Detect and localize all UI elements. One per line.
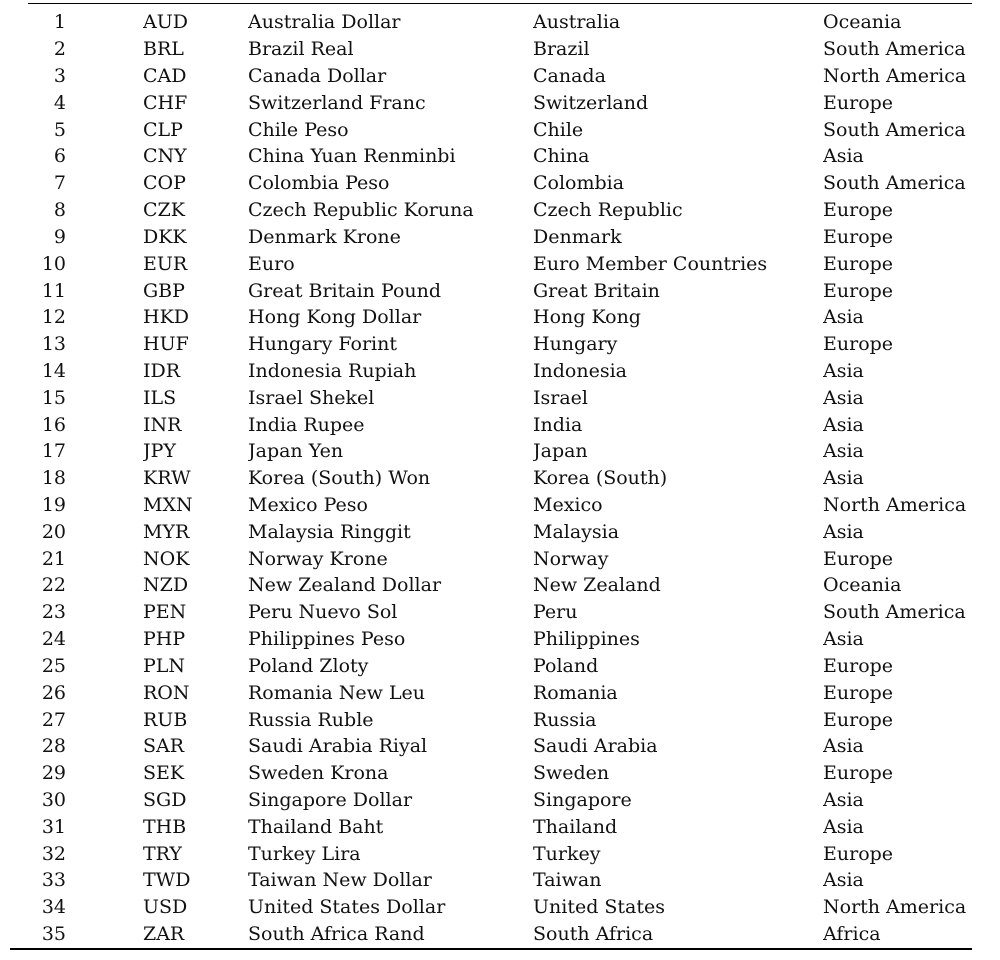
country-name: Peru bbox=[533, 601, 578, 624]
currency-code: AUD bbox=[143, 11, 188, 34]
column-gap bbox=[66, 921, 143, 948]
currency-name: Euro bbox=[248, 252, 295, 275]
currency-code: DKK bbox=[143, 225, 187, 248]
column-gap bbox=[66, 277, 143, 304]
table-row bbox=[0, 921, 1000, 948]
region-name: Asia bbox=[823, 520, 864, 543]
currency-name: New Zealand Dollar bbox=[248, 574, 442, 597]
currency-code: GBP bbox=[143, 279, 185, 302]
region-name: Europe bbox=[823, 547, 894, 570]
row-index: 11 bbox=[41, 279, 66, 302]
table-row bbox=[0, 384, 1000, 411]
column-gap bbox=[66, 143, 143, 170]
currency-code: MXN bbox=[143, 494, 193, 517]
currency-code: EUR bbox=[143, 252, 188, 275]
column-gap bbox=[66, 626, 143, 653]
region-name: Asia bbox=[823, 735, 864, 758]
table-row bbox=[0, 760, 1000, 787]
country-name: Korea (South) bbox=[533, 467, 668, 490]
country-name: Chile bbox=[533, 118, 584, 141]
column-gap bbox=[66, 787, 143, 814]
column-gap bbox=[66, 36, 143, 63]
country-name: New Zealand bbox=[533, 574, 661, 597]
country-name: China bbox=[533, 145, 590, 168]
table-row bbox=[0, 36, 1000, 63]
currency-name: Mexico Peso bbox=[248, 494, 368, 517]
currency-name: Israel Shekel bbox=[248, 386, 375, 409]
column-gap bbox=[66, 706, 143, 733]
column-gap bbox=[66, 358, 143, 385]
currency-name: Brazil Real bbox=[248, 38, 354, 61]
region-name: South America bbox=[823, 118, 966, 141]
country-name: Malaysia bbox=[533, 520, 620, 543]
currency-code: TRY bbox=[143, 842, 182, 865]
table-row bbox=[0, 170, 1000, 197]
currency-code: COP bbox=[143, 172, 186, 195]
row-index: 2 bbox=[53, 38, 66, 61]
currency-code: PHP bbox=[143, 628, 186, 651]
currency-code: IDR bbox=[143, 359, 181, 382]
column-gap bbox=[66, 492, 143, 519]
row-index: 34 bbox=[41, 896, 66, 919]
column-gap bbox=[66, 894, 143, 921]
row-index: 20 bbox=[41, 520, 66, 543]
row-index: 10 bbox=[41, 252, 66, 275]
table-row bbox=[0, 116, 1000, 143]
country-name: Czech Republic bbox=[533, 199, 683, 222]
region-name: Asia bbox=[823, 467, 864, 490]
region-name: Europe bbox=[823, 654, 894, 677]
currency-name: Great Britain Pound bbox=[248, 279, 442, 302]
currency-name: Switzerland Franc bbox=[248, 91, 426, 114]
currency-name: Hungary Forint bbox=[248, 333, 398, 356]
row-index: 22 bbox=[41, 574, 66, 597]
currency-code: CHF bbox=[143, 91, 188, 114]
table-row bbox=[0, 331, 1000, 358]
country-name: Australia bbox=[533, 11, 621, 34]
table-row bbox=[0, 358, 1000, 385]
currency-name: Saudi Arabia Riyal bbox=[248, 735, 428, 758]
row-index: 6 bbox=[53, 145, 66, 168]
column-gap bbox=[66, 384, 143, 411]
country-name: South Africa bbox=[533, 923, 654, 946]
region-name: Europe bbox=[823, 199, 894, 222]
region-name: Europe bbox=[823, 842, 894, 865]
currency-code: TWD bbox=[143, 869, 191, 892]
table-row bbox=[0, 626, 1000, 653]
row-index: 25 bbox=[41, 654, 66, 677]
table-row bbox=[0, 599, 1000, 626]
table-row bbox=[0, 277, 1000, 304]
currency-code: BRL bbox=[143, 38, 184, 61]
row-index: 33 bbox=[41, 869, 66, 892]
region-name: North America bbox=[823, 65, 967, 88]
currency-code: KRW bbox=[143, 467, 191, 490]
region-name: Oceania bbox=[823, 574, 902, 597]
region-name: Asia bbox=[823, 815, 864, 838]
country-name: Poland bbox=[533, 654, 599, 677]
region-name: Asia bbox=[823, 413, 864, 436]
country-name: Saudi Arabia bbox=[533, 735, 658, 758]
column-gap bbox=[66, 250, 143, 277]
currency-code: INR bbox=[143, 413, 182, 436]
region-name: Asia bbox=[823, 386, 864, 409]
column-gap bbox=[66, 9, 143, 36]
currency-name: Denmark Krone bbox=[248, 225, 401, 248]
currency-name: South Africa Rand bbox=[248, 923, 425, 946]
country-name: Brazil bbox=[533, 38, 590, 61]
column-gap bbox=[66, 331, 143, 358]
table-row bbox=[0, 787, 1000, 814]
country-name: Russia bbox=[533, 708, 597, 731]
region-name: Europe bbox=[823, 279, 894, 302]
row-index: 8 bbox=[53, 199, 66, 222]
column-gap bbox=[66, 572, 143, 599]
currency-code: PLN bbox=[143, 654, 186, 677]
country-name: Denmark bbox=[533, 225, 622, 248]
row-index: 12 bbox=[41, 306, 66, 329]
region-name: South America bbox=[823, 601, 966, 624]
country-name: Hong Kong bbox=[533, 306, 641, 329]
row-index: 21 bbox=[41, 547, 66, 570]
currency-code: SGD bbox=[143, 788, 187, 811]
row-index: 26 bbox=[41, 681, 66, 704]
country-name: Indonesia bbox=[533, 359, 627, 382]
currency-name: Norway Krone bbox=[248, 547, 388, 570]
table-row bbox=[0, 679, 1000, 706]
column-gap bbox=[66, 518, 143, 545]
currency-name: Indonesia Rupiah bbox=[248, 359, 417, 382]
row-index: 24 bbox=[41, 628, 66, 651]
column-gap bbox=[66, 545, 143, 572]
table-row bbox=[0, 411, 1000, 438]
table-row bbox=[0, 465, 1000, 492]
currency-code: RON bbox=[143, 681, 190, 704]
row-index: 19 bbox=[41, 494, 66, 517]
currency-name: Sweden Krona bbox=[248, 762, 389, 785]
region-name: Europe bbox=[823, 333, 894, 356]
currency-code: RUB bbox=[143, 708, 188, 731]
region-name: Asia bbox=[823, 440, 864, 463]
currency-name: Chile Peso bbox=[248, 118, 349, 141]
row-index: 32 bbox=[41, 842, 66, 865]
currency-code: THB bbox=[143, 815, 187, 838]
currency-code: ZAR bbox=[143, 923, 185, 946]
region-name: Europe bbox=[823, 681, 894, 704]
region-name: Asia bbox=[823, 145, 864, 168]
column-gap bbox=[66, 813, 143, 840]
region-name: Asia bbox=[823, 359, 864, 382]
table-top-rule bbox=[28, 3, 972, 4]
country-name: Great Britain bbox=[533, 279, 660, 302]
country-name: Romania bbox=[533, 681, 618, 704]
country-name: Singapore bbox=[533, 788, 632, 811]
currency-name: Thailand Baht bbox=[248, 815, 384, 838]
currency-code: CZK bbox=[143, 199, 185, 222]
country-name: Thailand bbox=[533, 815, 618, 838]
row-index: 3 bbox=[53, 65, 66, 88]
currency-name: Japan Yen bbox=[248, 440, 344, 463]
region-name: Europe bbox=[823, 252, 894, 275]
region-name: Asia bbox=[823, 628, 864, 651]
currency-code: SEK bbox=[143, 762, 185, 785]
table-row bbox=[0, 653, 1000, 680]
country-name: Turkey bbox=[533, 842, 601, 865]
currency-code: CNY bbox=[143, 145, 187, 168]
currency-name: Philippines Peso bbox=[248, 628, 406, 651]
table-row bbox=[0, 813, 1000, 840]
currency-name: India Rupee bbox=[248, 413, 365, 436]
table-row bbox=[0, 224, 1000, 251]
currency-name: Czech Republic Koruna bbox=[248, 199, 474, 222]
currency-code: NOK bbox=[143, 547, 190, 570]
currency-name: Colombia Peso bbox=[248, 172, 390, 195]
row-index: 31 bbox=[41, 815, 66, 838]
currency-name: Taiwan New Dollar bbox=[248, 869, 432, 892]
country-name: Canada bbox=[533, 65, 606, 88]
region-name: South America bbox=[823, 172, 966, 195]
currency-name: United States Dollar bbox=[248, 896, 446, 919]
table-row bbox=[0, 867, 1000, 894]
row-index: 30 bbox=[41, 788, 66, 811]
table-row bbox=[0, 89, 1000, 116]
region-name: North America bbox=[823, 896, 967, 919]
currency-name: Australia Dollar bbox=[248, 11, 401, 34]
country-name: Philippines bbox=[533, 628, 640, 651]
currency-table-body bbox=[0, 9, 1000, 947]
currency-code: USD bbox=[143, 896, 188, 919]
region-name: South America bbox=[823, 38, 966, 61]
table-row bbox=[0, 706, 1000, 733]
currency-code: CLP bbox=[143, 118, 183, 141]
table-row bbox=[0, 733, 1000, 760]
table-row bbox=[0, 197, 1000, 224]
country-name: Israel bbox=[533, 386, 588, 409]
row-index: 35 bbox=[41, 923, 66, 946]
table-row bbox=[0, 9, 1000, 36]
column-gap bbox=[66, 89, 143, 116]
country-name: Norway bbox=[533, 547, 609, 570]
country-name: Sweden bbox=[533, 762, 610, 785]
column-gap bbox=[66, 116, 143, 143]
currency-name: Romania New Leu bbox=[248, 681, 426, 704]
column-gap bbox=[66, 599, 143, 626]
row-index: 18 bbox=[41, 467, 66, 490]
column-gap bbox=[66, 760, 143, 787]
region-name: Europe bbox=[823, 708, 894, 731]
region-name: Asia bbox=[823, 788, 864, 811]
currency-name: Korea (South) Won bbox=[248, 467, 431, 490]
row-index: 14 bbox=[41, 359, 66, 382]
country-name: Mexico bbox=[533, 494, 603, 517]
column-gap bbox=[66, 170, 143, 197]
currency-code: HKD bbox=[143, 306, 189, 329]
currency-code: CAD bbox=[143, 65, 187, 88]
table-row bbox=[0, 438, 1000, 465]
currency-code: PEN bbox=[143, 601, 187, 624]
table-row bbox=[0, 63, 1000, 90]
row-index: 5 bbox=[53, 118, 66, 141]
row-index: 28 bbox=[41, 735, 66, 758]
row-index: 23 bbox=[41, 601, 66, 624]
row-index: 9 bbox=[53, 225, 66, 248]
table-row bbox=[0, 250, 1000, 277]
region-name: Africa bbox=[823, 923, 881, 946]
column-gap bbox=[66, 465, 143, 492]
region-name: Oceania bbox=[823, 11, 902, 34]
row-index: 13 bbox=[41, 333, 66, 356]
column-gap bbox=[66, 411, 143, 438]
currency-code: HUF bbox=[143, 333, 189, 356]
column-gap bbox=[66, 653, 143, 680]
column-gap bbox=[66, 197, 143, 224]
column-gap bbox=[66, 438, 143, 465]
table-row bbox=[0, 840, 1000, 867]
country-name: Euro Member Countries bbox=[533, 252, 768, 275]
table-row bbox=[0, 572, 1000, 599]
country-name: Hungary bbox=[533, 333, 618, 356]
column-gap bbox=[66, 840, 143, 867]
currency-name: Russia Ruble bbox=[248, 708, 374, 731]
row-index: 27 bbox=[41, 708, 66, 731]
table-row bbox=[0, 143, 1000, 170]
currency-name: Hong Kong Dollar bbox=[248, 306, 422, 329]
region-name: Europe bbox=[823, 225, 894, 248]
currency-name: Peru Nuevo Sol bbox=[248, 601, 398, 624]
region-name: Europe bbox=[823, 762, 894, 785]
table-row bbox=[0, 304, 1000, 331]
column-gap bbox=[66, 63, 143, 90]
region-name: Asia bbox=[823, 306, 864, 329]
row-index: 29 bbox=[41, 762, 66, 785]
table-bottom-rule bbox=[10, 948, 972, 950]
currency-name: Canada Dollar bbox=[248, 65, 387, 88]
column-gap bbox=[66, 679, 143, 706]
row-index: 16 bbox=[41, 413, 66, 436]
column-gap bbox=[66, 304, 143, 331]
currency-name: Singapore Dollar bbox=[248, 788, 413, 811]
currency-table bbox=[0, 9, 1000, 947]
currency-code: NZD bbox=[143, 574, 189, 597]
table-row bbox=[0, 518, 1000, 545]
row-index: 1 bbox=[53, 11, 66, 34]
row-index: 17 bbox=[41, 440, 66, 463]
column-gap bbox=[66, 867, 143, 894]
currency-name: Turkey Lira bbox=[248, 842, 361, 865]
country-name: India bbox=[533, 413, 583, 436]
region-name: Europe bbox=[823, 91, 894, 114]
region-name: North America bbox=[823, 494, 967, 517]
country-name: Japan bbox=[533, 440, 588, 463]
country-name: United States bbox=[533, 896, 666, 919]
table-row bbox=[0, 545, 1000, 572]
country-name: Switzerland bbox=[533, 91, 649, 114]
currency-name: China Yuan Renminbi bbox=[248, 145, 456, 168]
table-row bbox=[0, 894, 1000, 921]
country-name: Taiwan bbox=[533, 869, 602, 892]
currency-code: SAR bbox=[143, 735, 185, 758]
currency-code: JPY bbox=[143, 440, 176, 463]
row-index: 4 bbox=[53, 91, 66, 114]
currency-name: Malaysia Ringgit bbox=[248, 520, 411, 543]
row-index: 15 bbox=[41, 386, 66, 409]
currency-name: Poland Zloty bbox=[248, 654, 369, 677]
country-name: Colombia bbox=[533, 172, 625, 195]
column-gap bbox=[66, 224, 143, 251]
currency-code: MYR bbox=[143, 520, 190, 543]
currency-code: ILS bbox=[143, 386, 177, 409]
region-name: Asia bbox=[823, 869, 864, 892]
row-index: 7 bbox=[53, 172, 66, 195]
column-gap bbox=[66, 733, 143, 760]
table-row bbox=[0, 492, 1000, 519]
